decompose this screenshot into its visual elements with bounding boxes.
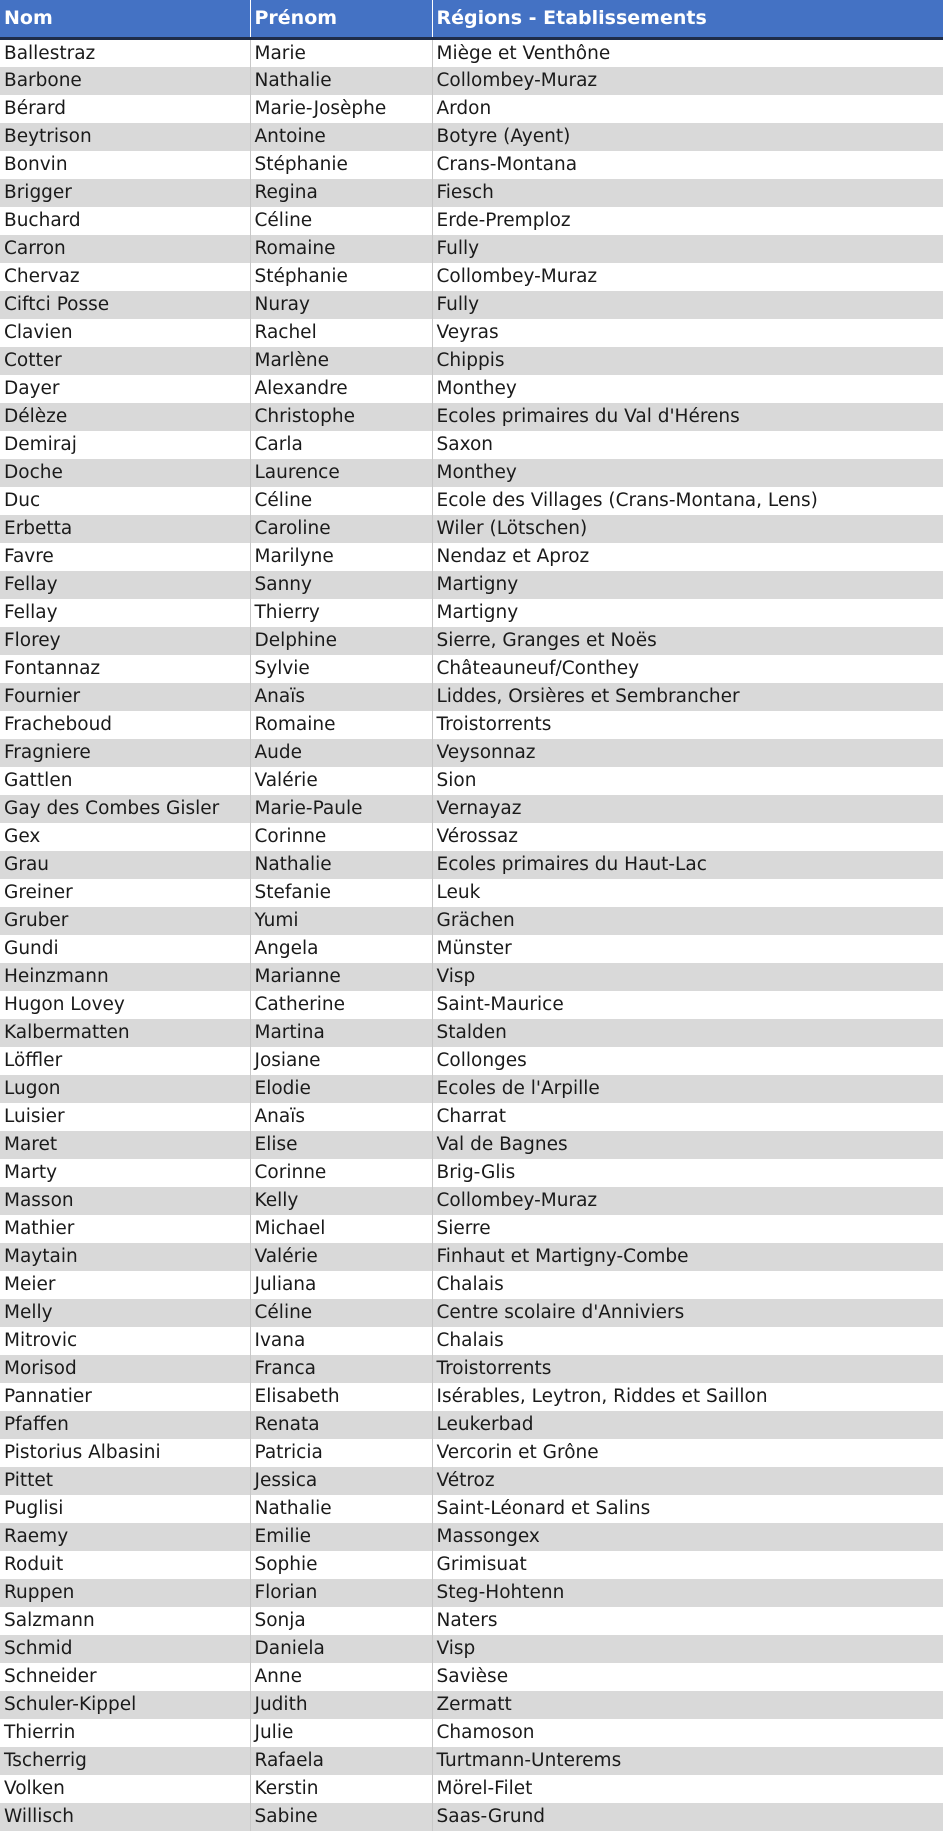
cell-region[interactable]: Saas-Grund	[432, 1803, 943, 1831]
cell-nom[interactable]: Mitrovic	[4, 1330, 78, 1351]
cell-nom[interactable]: Schuler-Kippel	[4, 1694, 137, 1715]
cell-nom[interactable]: Gruber	[4, 910, 69, 931]
cell-region[interactable]: Visp	[432, 1635, 943, 1663]
table-row	[0, 319, 943, 347]
table-row	[0, 38, 943, 67]
cell-nom[interactable]: Fellay	[4, 602, 58, 623]
cell-nom[interactable]: Maret	[4, 1134, 58, 1155]
cell-region[interactable]: Stalden	[432, 1019, 943, 1047]
cell-prenom[interactable]: Marianne	[250, 963, 432, 991]
table-row	[0, 1047, 943, 1075]
cell-nom[interactable]: Meier	[4, 1274, 56, 1295]
cell-region[interactable]: Ecoles de l'Arpille	[432, 1075, 943, 1103]
column-header-prenom[interactable]: Prénom	[250, 0, 432, 38]
cell-nom[interactable]: Pannatier	[4, 1386, 92, 1407]
table-row	[0, 907, 943, 935]
cell-nom[interactable]: Favre	[4, 546, 54, 567]
cell-prenom[interactable]: Yumi	[250, 907, 432, 935]
cell-region[interactable]: Chamoson	[432, 1719, 943, 1747]
cell-region[interactable]: Vérossaz	[432, 823, 943, 851]
cell-region[interactable]: Saint-Maurice	[432, 991, 943, 1019]
cell-prenom[interactable]: Elisabeth	[250, 1383, 432, 1411]
table-row	[0, 991, 943, 1019]
cell-region[interactable]: Wiler (Lötschen)	[432, 515, 943, 543]
cell-nom[interactable]: Morisod	[4, 1358, 77, 1379]
cell-nom[interactable]: Fracheboud	[4, 714, 113, 735]
table-row	[0, 375, 943, 403]
cell-prenom[interactable]: Marie	[250, 38, 432, 67]
cell-region[interactable]: Saint-Léonard et Salins	[432, 1495, 943, 1523]
cell-nom[interactable]: Thierrin	[4, 1722, 76, 1743]
cell-nom[interactable]: Erbetta	[4, 518, 73, 539]
cell-prenom[interactable]: Jessica	[250, 1467, 432, 1495]
cell-region[interactable]: Collombey-Muraz	[432, 1187, 943, 1215]
column-header-nom[interactable]: Nom	[0, 0, 250, 38]
cell-region[interactable]: Chalais	[432, 1271, 943, 1299]
table-row	[0, 1243, 943, 1271]
table-row	[0, 1355, 943, 1383]
cell-region[interactable]: Chalais	[432, 1327, 943, 1355]
cell-region[interactable]: Vercorin et Grône	[432, 1439, 943, 1467]
cell-region[interactable]: Nendaz et Aproz	[432, 543, 943, 571]
table-row	[0, 95, 943, 123]
cell-region[interactable]: Charrat	[432, 1103, 943, 1131]
cell-nom[interactable]: Dayer	[4, 378, 60, 399]
table-row	[0, 1019, 943, 1047]
cell-region[interactable]: Liddes, Orsières et Sembrancher	[432, 683, 943, 711]
table-row	[0, 1523, 943, 1551]
table-row	[0, 403, 943, 431]
cell-nom[interactable]: Gattlen	[4, 770, 73, 791]
table-row	[0, 1775, 943, 1803]
cell-prenom[interactable]: Rafaela	[250, 1747, 432, 1775]
cell-prenom[interactable]: Marilyne	[250, 543, 432, 571]
cell-nom[interactable]: Fragniere	[4, 742, 91, 763]
cell-nom[interactable]: Doche	[4, 462, 63, 483]
cell-nom[interactable]: Melly	[4, 1302, 53, 1323]
cell-prenom[interactable]: Nathalie	[250, 67, 432, 95]
cell-prenom[interactable]: Céline	[250, 1299, 432, 1327]
cell-prenom[interactable]: Florian	[250, 1579, 432, 1607]
cell-region[interactable]: Troistorrents	[432, 711, 943, 739]
cell-nom[interactable]: Heinzmann	[4, 966, 109, 987]
table-row	[0, 263, 943, 291]
table-row	[0, 1075, 943, 1103]
cell-nom[interactable]: Barbone	[4, 70, 82, 91]
cell-region[interactable]: Turtmann-Unterems	[432, 1747, 943, 1775]
cell-nom[interactable]: Cotter	[4, 350, 62, 371]
cell-prenom[interactable]: Martina	[250, 1019, 432, 1047]
cell-prenom[interactable]: Romaine	[250, 235, 432, 263]
cell-prenom[interactable]: Carla	[250, 431, 432, 459]
cell-prenom[interactable]: Elodie	[250, 1075, 432, 1103]
cell-prenom[interactable]: Nathalie	[250, 1495, 432, 1523]
cell-region[interactable]: Ardon	[432, 95, 943, 123]
cell-nom[interactable]: Kalbermatten	[4, 1022, 130, 1043]
cell-region[interactable]: Miège et Venthône	[432, 38, 943, 67]
cell-region[interactable]: Erde-Premploz	[432, 207, 943, 235]
table-row	[0, 963, 943, 991]
cell-nom[interactable]: Pittet	[4, 1470, 54, 1491]
cell-prenom[interactable]: Anaïs	[250, 683, 432, 711]
cell-prenom[interactable]: Josiane	[250, 1047, 432, 1075]
table-row	[0, 795, 943, 823]
table-row	[0, 599, 943, 627]
cell-prenom[interactable]: Michael	[250, 1215, 432, 1243]
cell-prenom[interactable]: Rachel	[250, 319, 432, 347]
table-row	[0, 515, 943, 543]
cell-nom[interactable]: Florey	[4, 630, 61, 651]
table-row	[0, 823, 943, 851]
cell-region[interactable]: Troistorrents	[432, 1355, 943, 1383]
cell-region[interactable]: Sierre, Granges et Noës	[432, 627, 943, 655]
table-row	[0, 655, 943, 683]
table-row	[0, 123, 943, 151]
table-body	[0, 38, 943, 1831]
cell-nom[interactable]: Gay des Combes Gisler	[4, 798, 220, 819]
cell-region[interactable]: Grimisuat	[432, 1551, 943, 1579]
table-row	[0, 1663, 943, 1691]
cell-prenom[interactable]: Stéphanie	[250, 151, 432, 179]
cell-region[interactable]: Ecoles primaires du Val d'Hérens	[432, 403, 943, 431]
cell-prenom[interactable]: Nuray	[250, 291, 432, 319]
cell-region[interactable]: Finhaut et Martigny-Combe	[432, 1243, 943, 1271]
cell-prenom[interactable]: Sylvie	[250, 655, 432, 683]
cell-prenom[interactable]: Céline	[250, 487, 432, 515]
cell-nom[interactable]: Marty	[4, 1162, 58, 1183]
cell-prenom[interactable]: Elise	[250, 1131, 432, 1159]
table-row	[0, 1271, 943, 1299]
cell-nom[interactable]: Willisch	[4, 1806, 74, 1827]
cell-prenom[interactable]: Stéphanie	[250, 263, 432, 291]
cell-prenom[interactable]: Ivana	[250, 1327, 432, 1355]
cell-nom[interactable]: Luisier	[4, 1106, 65, 1127]
cell-region[interactable]: Ecoles primaires du Haut-Lac	[432, 851, 943, 879]
cell-nom[interactable]: Fournier	[4, 686, 81, 707]
cell-nom[interactable]: Lugon	[4, 1078, 61, 1099]
cell-prenom[interactable]: Christophe	[250, 403, 432, 431]
cell-region[interactable]: Chippis	[432, 347, 943, 375]
table-row	[0, 207, 943, 235]
table-row	[0, 1495, 943, 1523]
cell-nom[interactable]: Maytain	[4, 1246, 78, 1267]
cell-region[interactable]: Sierre	[432, 1215, 943, 1243]
cell-prenom[interactable]: Corinne	[250, 823, 432, 851]
cell-nom[interactable]: Buchard	[4, 210, 81, 231]
cell-prenom[interactable]: Aude	[250, 739, 432, 767]
cell-nom[interactable]: Ciftci Posse	[4, 294, 110, 315]
cell-prenom[interactable]: Juliana	[250, 1271, 432, 1299]
cell-nom[interactable]: Puglisi	[4, 1498, 64, 1519]
cell-region[interactable]: Monthey	[432, 459, 943, 487]
cell-prenom[interactable]: Marlène	[250, 347, 432, 375]
table-row	[0, 179, 943, 207]
cell-prenom[interactable]: Corinne	[250, 1159, 432, 1187]
table-row	[0, 1215, 943, 1243]
table-row	[0, 739, 943, 767]
cell-region[interactable]: Mörel-Filet	[432, 1775, 943, 1803]
cell-prenom[interactable]: Judith	[250, 1691, 432, 1719]
table-row	[0, 235, 943, 263]
cell-prenom[interactable]: Valérie	[250, 767, 432, 795]
cell-nom[interactable]: Greiner	[4, 882, 73, 903]
cell-nom[interactable]: Bérard	[4, 98, 67, 119]
cell-region[interactable]: Grächen	[432, 907, 943, 935]
cell-nom[interactable]: Carron	[4, 238, 66, 259]
cell-region[interactable]: Visp	[432, 963, 943, 991]
cell-region[interactable]: Isérables, Leytron, Riddes et Saillon	[432, 1383, 943, 1411]
cell-region[interactable]: Val de Bagnes	[432, 1131, 943, 1159]
cell-nom[interactable]: Pistorius Albasini	[4, 1442, 161, 1463]
table-row	[0, 1103, 943, 1131]
cell-region[interactable]: Massongex	[432, 1523, 943, 1551]
table-row	[0, 431, 943, 459]
cell-region[interactable]: Ecole des Villages (Crans-Montana, Lens)	[432, 487, 943, 515]
cell-prenom[interactable]: Laurence	[250, 459, 432, 487]
cell-nom[interactable]: Masson	[4, 1190, 74, 1211]
cell-region[interactable]: Sion	[432, 767, 943, 795]
cell-nom[interactable]: Ballestraz	[4, 42, 96, 64]
table-row	[0, 1747, 943, 1775]
cell-region[interactable]: Collombey-Muraz	[432, 263, 943, 291]
cell-region[interactable]: Vétroz	[432, 1467, 943, 1495]
table-row	[0, 151, 943, 179]
cell-nom[interactable]: Bonvin	[4, 154, 68, 175]
cell-prenom[interactable]: Angela	[250, 935, 432, 963]
cell-region[interactable]: Fully	[432, 291, 943, 319]
cell-region[interactable]: Botyre (Ayent)	[432, 123, 943, 151]
cell-region[interactable]: Brig-Glis	[432, 1159, 943, 1187]
cell-nom[interactable]: Tscherrig	[4, 1750, 87, 1771]
table-row	[0, 1551, 943, 1579]
table-row	[0, 1411, 943, 1439]
table-row	[0, 543, 943, 571]
cell-region[interactable]: Naters	[432, 1607, 943, 1635]
cell-nom[interactable]: Roduit	[4, 1554, 64, 1575]
cell-nom[interactable]: Schmid	[4, 1638, 73, 1659]
cell-prenom[interactable]: Antoine	[250, 123, 432, 151]
table-header	[0, 0, 943, 38]
table-row	[0, 1803, 943, 1831]
cell-nom[interactable]: Duc	[4, 490, 41, 511]
cell-nom[interactable]: Mathier	[4, 1218, 75, 1239]
cell-prenom[interactable]: Sabine	[250, 1803, 432, 1831]
table-row	[0, 767, 943, 795]
cell-prenom[interactable]: Renata	[250, 1411, 432, 1439]
table-row	[0, 67, 943, 95]
cell-region[interactable]: Savièse	[432, 1663, 943, 1691]
table-row	[0, 1719, 943, 1747]
cell-prenom[interactable]: Valérie	[250, 1243, 432, 1271]
cell-prenom[interactable]: Kelly	[250, 1187, 432, 1215]
cell-region[interactable]: Centre scolaire d'Anniviers	[432, 1299, 943, 1327]
cell-nom[interactable]: Délèze	[4, 406, 68, 427]
table-row	[0, 1327, 943, 1355]
cell-nom[interactable]: Volken	[4, 1778, 65, 1799]
cell-prenom[interactable]: Regina	[250, 179, 432, 207]
cell-region[interactable]: Collombey-Muraz	[432, 67, 943, 95]
table-row	[0, 711, 943, 739]
cell-region[interactable]: Leuk	[432, 879, 943, 907]
cell-nom[interactable]: Grau	[4, 854, 50, 875]
cell-prenom[interactable]: Daniela	[250, 1635, 432, 1663]
cell-nom[interactable]: Raemy	[4, 1526, 69, 1547]
cell-prenom[interactable]: Anne	[250, 1663, 432, 1691]
cell-nom[interactable]: Chervaz	[4, 266, 80, 287]
cell-prenom[interactable]: Kerstin	[250, 1775, 432, 1803]
cell-prenom[interactable]: Marie-Josèphe	[250, 95, 432, 123]
cell-nom[interactable]: Pfaffen	[4, 1414, 69, 1435]
cell-nom[interactable]: Löffler	[4, 1050, 63, 1071]
cell-nom[interactable]: Schneider	[4, 1666, 97, 1687]
table-row	[0, 1635, 943, 1663]
cell-region[interactable]: Veyras	[432, 319, 943, 347]
cell-nom[interactable]: Clavien	[4, 322, 73, 343]
cell-region[interactable]: Fiesch	[432, 179, 943, 207]
table-row	[0, 571, 943, 599]
table-row	[0, 1187, 943, 1215]
cell-region[interactable]: Collonges	[432, 1047, 943, 1075]
cell-nom[interactable]: Brigger	[4, 182, 72, 203]
cell-region[interactable]: Martigny	[432, 599, 943, 627]
cell-prenom[interactable]: Patricia	[250, 1439, 432, 1467]
cell-prenom[interactable]: Marie-Paule	[250, 795, 432, 823]
cell-region[interactable]: Monthey	[432, 375, 943, 403]
cell-nom[interactable]: Beytrison	[4, 126, 92, 147]
table-row	[0, 1691, 943, 1719]
cell-region[interactable]: Münster	[432, 935, 943, 963]
cell-prenom[interactable]: Céline	[250, 207, 432, 235]
cell-prenom[interactable]: Catherine	[250, 991, 432, 1019]
cell-nom[interactable]: Gundi	[4, 938, 59, 959]
cell-nom[interactable]: Ruppen	[4, 1582, 75, 1603]
cell-region[interactable]: Châteauneuf/Conthey	[432, 655, 943, 683]
table-row	[0, 1299, 943, 1327]
cell-prenom[interactable]: Anaïs	[250, 1103, 432, 1131]
table-row	[0, 935, 943, 963]
cell-region[interactable]: Leukerbad	[432, 1411, 943, 1439]
table-row	[0, 1439, 943, 1467]
column-header-regions[interactable]: Régions - Etablissements	[432, 0, 943, 38]
cell-prenom[interactable]: Stefanie	[250, 879, 432, 907]
table-row	[0, 1467, 943, 1495]
table-row	[0, 347, 943, 375]
cell-prenom[interactable]: Nathalie	[250, 851, 432, 879]
header-row	[0, 0, 943, 38]
cell-prenom[interactable]: Sanny	[250, 571, 432, 599]
table-row	[0, 627, 943, 655]
cell-prenom[interactable]: Romaine	[250, 711, 432, 739]
cell-nom[interactable]: Hugon Lovey	[4, 994, 125, 1015]
table-row	[0, 1159, 943, 1187]
cell-region[interactable]: Crans-Montana	[432, 151, 943, 179]
cell-nom[interactable]: Fontannaz	[4, 658, 101, 679]
cell-region[interactable]: Fully	[432, 235, 943, 263]
cell-prenom[interactable]: Julie	[250, 1719, 432, 1747]
cell-nom[interactable]: Demiraj	[4, 434, 77, 455]
cell-prenom[interactable]: Thierry	[250, 599, 432, 627]
cell-region[interactable]: Steg-Hohtenn	[432, 1579, 943, 1607]
table-row	[0, 1131, 943, 1159]
cell-region[interactable]: Veysonnaz	[432, 739, 943, 767]
cell-region[interactable]: Saxon	[432, 431, 943, 459]
cell-prenom[interactable]: Sophie	[250, 1551, 432, 1579]
table-row	[0, 1383, 943, 1411]
cell-prenom[interactable]: Caroline	[250, 515, 432, 543]
cell-region[interactable]: Zermatt	[432, 1691, 943, 1719]
cell-prenom[interactable]: Alexandre	[250, 375, 432, 403]
cell-nom[interactable]: Gex	[4, 826, 41, 847]
table-row	[0, 879, 943, 907]
cell-prenom[interactable]: Franca	[250, 1355, 432, 1383]
table-row	[0, 487, 943, 515]
cell-nom[interactable]: Salzmann	[4, 1610, 95, 1631]
cell-region[interactable]: Vernayaz	[432, 795, 943, 823]
cell-prenom[interactable]: Emilie	[250, 1523, 432, 1551]
table-row	[0, 1579, 943, 1607]
cell-prenom[interactable]: Delphine	[250, 627, 432, 655]
table-row	[0, 459, 943, 487]
table-row	[0, 291, 943, 319]
cell-prenom[interactable]: Sonja	[250, 1607, 432, 1635]
table-row	[0, 683, 943, 711]
table-row	[0, 851, 943, 879]
table-row	[0, 1607, 943, 1635]
cell-region[interactable]: Martigny	[432, 571, 943, 599]
cell-nom[interactable]: Fellay	[4, 574, 58, 595]
